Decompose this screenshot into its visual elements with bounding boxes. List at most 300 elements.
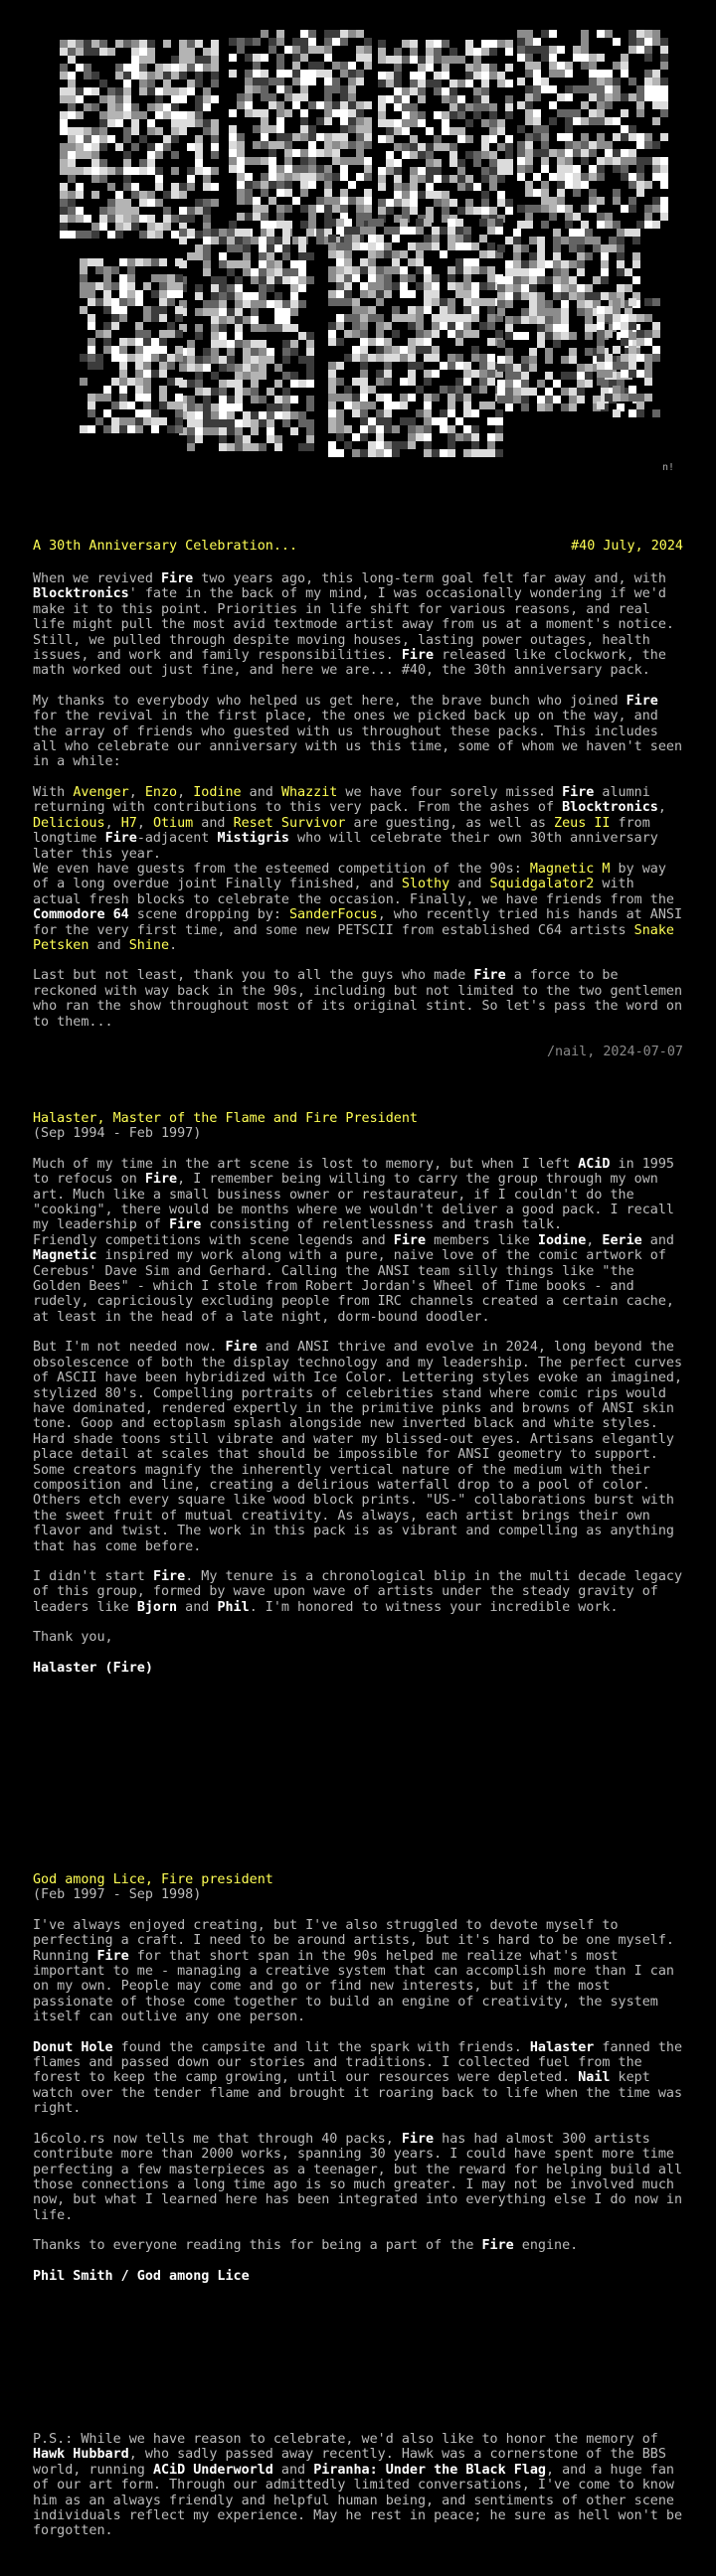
logo-block [442,143,449,151]
logo-block [378,103,386,111]
logo-block [525,54,533,62]
logo-block [513,292,521,300]
logo-block [203,348,211,356]
logo-block [324,149,332,157]
logo-block [60,119,68,127]
logo-block [525,38,533,46]
logo-block [434,56,442,64]
logo-block [577,268,585,276]
logo-block [119,258,127,266]
logo-block [195,199,203,207]
logo-block [487,362,495,370]
logo-block [408,306,416,314]
logo-block [229,70,237,78]
logo-block [565,173,573,181]
logo-block [91,135,99,143]
logo-block [203,403,211,411]
logo-block [227,443,235,451]
logo-block [131,64,139,72]
logo-block [348,125,356,133]
logo-block [308,141,316,149]
logo-block [308,149,316,157]
logo-block [103,409,111,417]
logo-block [235,388,243,396]
logo-block [549,85,557,93]
logo-block [481,80,489,87]
logo-block [402,95,410,103]
logo-block [243,340,251,348]
logo-block [473,103,481,111]
logo-block [581,173,589,181]
logo-block [131,103,139,111]
logo-block [259,237,267,244]
logo-block [597,141,605,149]
logo-block [243,388,251,396]
logo-block [565,149,573,157]
logo-block [481,95,489,103]
logo-block [394,48,402,56]
logo-block [416,314,424,322]
logo-block [613,306,621,314]
logo-block [479,250,487,258]
logo-block [227,380,235,388]
logo-block [601,268,609,276]
logo-block [195,356,203,364]
logo-block [175,378,183,386]
logo-block [489,175,497,183]
logo-block [282,396,290,403]
logo-block [68,72,76,80]
logo-block [344,330,352,338]
logo-block [517,125,525,133]
logo-block [211,72,219,80]
logo-block [352,346,360,354]
logo-block [368,449,376,457]
logo-block [402,183,410,191]
logo-block [517,30,525,38]
logo-block [418,95,426,103]
logo-block [203,396,211,403]
logo-block [253,54,261,62]
logo-block [155,103,163,111]
logo-block [245,173,253,181]
logo-block [410,111,418,119]
logo-block [392,250,400,258]
logo-block [60,191,68,199]
logo-block [457,80,465,87]
logo-block [219,229,227,237]
logo-block [617,244,625,252]
logo-block [400,394,408,402]
logo-block [187,427,195,435]
logo-block [463,258,471,266]
logo-block [597,133,605,141]
logo-block [237,133,245,141]
logo-block [60,72,68,80]
logo-block [253,85,261,93]
highlight-name: Fire [104,831,137,847]
logo-block [88,362,95,370]
logo-block [348,93,356,101]
logo-block [163,64,171,72]
logo-block [211,167,219,175]
highlight-name: SanderFocus [289,907,378,923]
logo-block [463,370,471,378]
logo-block [235,276,243,284]
logo-block [243,419,251,427]
logo-block [426,64,434,72]
logo-block [613,78,621,85]
logo-block [211,316,219,324]
logo-block [229,165,237,173]
logo-block [368,425,376,433]
logo-block [426,56,434,64]
logo-block [360,290,368,298]
logo-block [60,87,68,95]
highlight-name: Blocktronics [33,586,129,602]
logo-block [268,38,276,46]
logo-block [465,119,473,127]
logo-block [521,396,529,403]
logo-block [424,298,432,306]
logo-block [521,260,529,268]
logo-block [107,119,115,127]
logo-block [203,119,211,127]
ps-section [33,2432,683,2554]
logo-block [581,157,589,165]
logo-block [268,125,276,133]
logo-block [235,292,243,300]
logo-block [328,441,336,449]
logo-block [274,292,282,300]
logo-block [424,402,432,409]
logo-block [585,308,593,316]
logo-block [513,276,521,284]
logo-block [408,354,416,362]
logo-block [537,276,545,284]
logo-block [589,197,597,205]
logo-block [151,258,159,266]
logo-block [621,370,628,378]
logo-block [300,125,308,133]
logo-block [171,191,179,199]
logo-block [410,183,418,191]
logo-block [426,175,434,183]
logo-block [621,165,628,173]
logo-block [268,149,276,157]
logo-block [386,135,394,143]
logo-block [573,213,581,221]
logo-block [76,87,84,95]
logo-block [187,435,195,443]
logo-block [336,298,344,306]
logo-block [529,284,537,292]
logo-block [340,141,348,149]
logo-block [268,141,276,149]
logo-block [442,87,449,95]
logo-block [298,252,306,260]
logo-block [268,221,276,229]
logo-block [332,133,340,141]
logo-block [497,292,505,300]
logo-block [328,298,336,306]
logo-block [60,215,68,223]
logo-block [533,125,541,133]
logo-block [235,284,243,292]
logo-block [455,362,463,370]
logo-block [219,324,227,332]
logo-block [282,324,290,332]
logo-block [147,87,155,95]
logo-block [211,332,219,340]
logo-block [489,72,497,80]
logo-block [344,394,352,402]
logo-block [644,38,652,46]
logo-block [497,308,505,316]
logo-block [521,308,529,316]
logo-block [424,330,432,338]
logo-block [416,219,424,227]
logo-block [440,449,448,457]
logo-block [284,173,292,181]
logo-block [384,338,392,346]
logo-block [660,54,668,62]
logo-block [68,159,76,167]
logo-block [336,449,344,457]
logo-block [274,324,282,332]
logo-block [211,324,219,332]
logo-block [143,362,151,370]
logo-block [644,378,652,386]
logo-block [613,93,621,101]
logo-block [99,48,107,56]
logo-block [245,70,253,78]
logo-block [107,183,115,191]
logo-block [525,30,533,38]
logo-block [211,411,219,419]
logo-block [652,157,660,165]
logo-block [147,191,155,199]
logo-block [123,215,131,223]
logo-block [237,173,245,181]
logo-block [316,229,324,237]
logo-block [545,316,553,324]
logo-block [308,221,316,229]
logo-block [628,298,636,306]
logo-block [481,151,489,159]
logo-block [336,362,344,370]
logo-block [243,411,251,419]
logo-block [517,46,525,54]
logo-block [449,151,457,159]
logo-block [364,101,372,109]
logo-block [344,274,352,282]
logo-block [300,78,308,85]
logo-block [561,292,569,300]
logo-block [557,109,565,117]
logo-block [364,165,372,173]
logo-block [660,205,668,213]
logo-block [88,425,95,433]
logo-block [565,181,573,189]
logo-block [284,165,292,173]
logo-block [364,133,372,141]
highlight-name: Iodine [193,784,242,800]
logo-block [376,242,384,250]
logo-block [418,143,426,151]
logo-block [324,189,332,197]
logo-block [597,157,605,165]
logo-block [147,199,155,207]
logo-block [135,425,143,433]
logo-block [328,338,336,346]
logo-block [573,189,581,197]
logo-block [282,300,290,308]
logo-block [171,72,179,80]
logo-block [473,151,481,159]
logo-block [324,78,332,85]
highlight-name: Nail [578,2070,611,2086]
logo-block [569,244,577,252]
logo-block [261,141,268,149]
logo-block [360,354,368,362]
logo-block [636,314,644,322]
logo-block [505,300,513,308]
logo-block [195,364,203,372]
logo-block [418,56,426,64]
logo-block [549,54,557,62]
logo-block [111,402,119,409]
logo-block [276,133,284,141]
logo-block [308,157,316,165]
logo-block [652,409,660,417]
logo-block [340,62,348,70]
logo-block [147,167,155,175]
logo-block [300,109,308,117]
logo-block [481,143,489,151]
logo-block [76,95,84,103]
logo-block [442,111,449,119]
logo-block [660,101,668,109]
logo-block [151,346,159,354]
logo-block [139,167,147,175]
logo-block [621,330,628,338]
logo-block [565,213,573,221]
logo-block [227,403,235,411]
logo-block [219,308,227,316]
logo-block [416,250,424,258]
logo-block [525,109,533,117]
logo-block [561,316,569,324]
logo-block [581,101,589,109]
logo-block [107,231,115,239]
logo-block [424,290,432,298]
logo-block [328,362,336,370]
logo-block [410,40,418,48]
logo-block [457,56,465,64]
logo-block [410,167,418,175]
logo-block [471,290,479,298]
logo-block [448,322,455,330]
logo-block [418,64,426,72]
logo-block [282,229,290,237]
logo-block [448,362,455,370]
logo-block [332,173,340,181]
logo-block [171,215,179,223]
logo-block [91,87,99,95]
highlight-name: Fire [169,1217,202,1233]
logo-block [211,135,219,143]
logo-block [298,419,306,427]
logo-block [60,40,68,48]
logo-block [336,227,344,235]
logo-block [229,125,237,133]
logo-block [402,111,410,119]
logo-block [119,274,127,282]
logo-block [505,316,513,324]
logo-block [131,183,139,191]
logo-block [243,300,251,308]
logo-block [577,364,585,372]
logo-block [187,419,195,427]
logo-block [378,111,386,119]
logo-block [589,149,597,157]
logo-block [151,425,159,433]
logo-block [151,274,159,282]
logo-block [368,338,376,346]
logo-block [449,127,457,135]
logo-block [402,103,410,111]
logo-block [489,40,497,48]
logo-block [267,284,274,292]
logo-block [545,388,553,396]
logo-block [84,72,91,80]
logo-block [274,316,282,324]
logo-block [660,173,668,181]
logo-block [243,237,251,244]
logo-block [211,276,219,284]
logo-block [479,449,487,457]
logo-block [195,64,203,72]
logo-block [573,181,581,189]
logo-block [60,143,68,151]
logo-block [424,409,432,417]
logo-block [274,396,282,403]
logo-block [282,244,290,252]
logo-block [99,80,107,87]
logo-block [479,219,487,227]
logo-block [418,80,426,87]
logo-block [505,268,513,276]
logo-block [505,396,513,403]
logo-block [565,70,573,78]
logo-block [392,258,400,266]
logo-block [60,151,68,159]
logo-block [621,93,628,101]
logo-block [211,292,219,300]
logo-block [261,133,268,141]
logo-block [107,48,115,56]
logo-block [332,38,340,46]
logo-block [203,244,211,252]
logo-block [298,260,306,268]
logo-block [167,330,175,338]
logo-block [465,175,473,183]
logo-block [424,282,432,290]
logo-block [292,70,300,78]
logo-block [457,95,465,103]
logo-block [203,427,211,435]
